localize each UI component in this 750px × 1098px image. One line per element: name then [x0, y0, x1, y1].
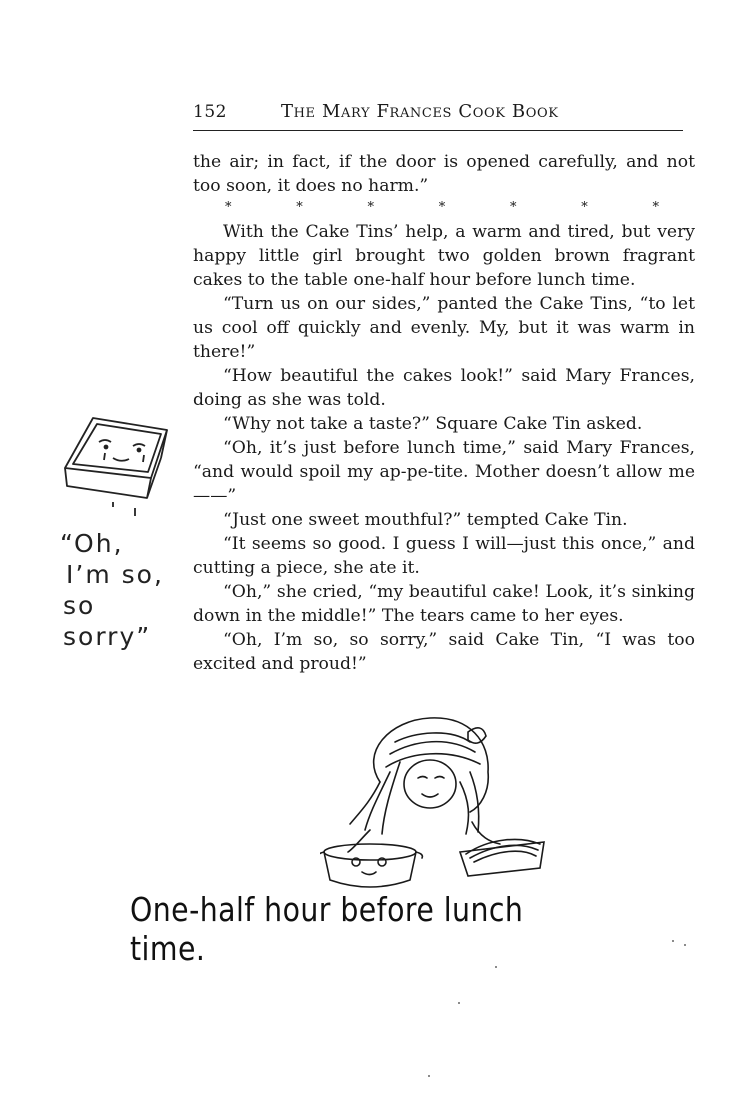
- paragraph: “Oh, I’m so, so sorry,” said Cake Tin, “I was too excited and proud!”: [193, 630, 695, 674]
- print-speck: [428, 1075, 430, 1077]
- star: *: [438, 200, 446, 215]
- paragraph: “Turn us on our sides,” panted the Cake Tins, “to let us cool off quickly and evenly. My, but it was warm in there!”: [193, 294, 695, 362]
- star: *: [652, 200, 659, 215]
- girl-with-cake-tins-illustration: [320, 712, 560, 902]
- print-speck: [458, 1002, 460, 1004]
- paragraph: the air; in fact, if the door is opened carefully, and not too soon, it does no harm.”: [193, 152, 695, 196]
- body-text: [193, 150, 695, 676]
- star: *: [581, 200, 588, 215]
- star: *: [367, 200, 374, 215]
- page-number: 152: [193, 102, 227, 122]
- margin-note-line: “Oh,: [60, 529, 124, 558]
- star: *: [510, 200, 517, 215]
- paragraph: “It seems so good. I guess I will—just this once,” and cutting a piece, she ate it.: [193, 534, 695, 578]
- square-cake-tin-illustration: [55, 410, 173, 520]
- paragraph: With the Cake Tins’ help, a warm and tired, but very happy little girl brought two golden brown fragrant cakes to the table one-half hour before lunch time.: [193, 222, 695, 290]
- star: *: [225, 200, 232, 215]
- margin-note-line: I’m so,: [66, 560, 164, 589]
- paragraph: “Oh,” she cried, “my beautiful cake! Look, it’s sinking down in the middle!” The tears came to her eyes.: [193, 582, 695, 626]
- star: *: [296, 200, 303, 215]
- paragraph: “Just one sweet mouthful?” tempted Cake Tin.: [223, 510, 628, 530]
- margin-note-line: so sorry”: [63, 591, 152, 651]
- print-speck: [495, 966, 497, 968]
- print-speck: [684, 944, 686, 946]
- margin-note: [60, 528, 188, 652]
- paragraph: “Oh, it’s just before lunch time,” said Mary Frances, “and would spoil my ap-pe-tite. Mother doesn’t allow me——”: [193, 438, 695, 506]
- section-break: [193, 198, 695, 218]
- page-header: [193, 96, 683, 131]
- paragraph: “How beautiful the cakes look!” said Mary Frances, doing as she was told.: [193, 366, 695, 410]
- illustration-caption: One-half hour before lunch time.: [130, 890, 524, 968]
- paragraph: “Why not take a taste?” Square Cake Tin asked.: [223, 414, 643, 434]
- print-speck: [672, 940, 674, 942]
- running-title: The Mary Frances Cook Book: [281, 101, 559, 122]
